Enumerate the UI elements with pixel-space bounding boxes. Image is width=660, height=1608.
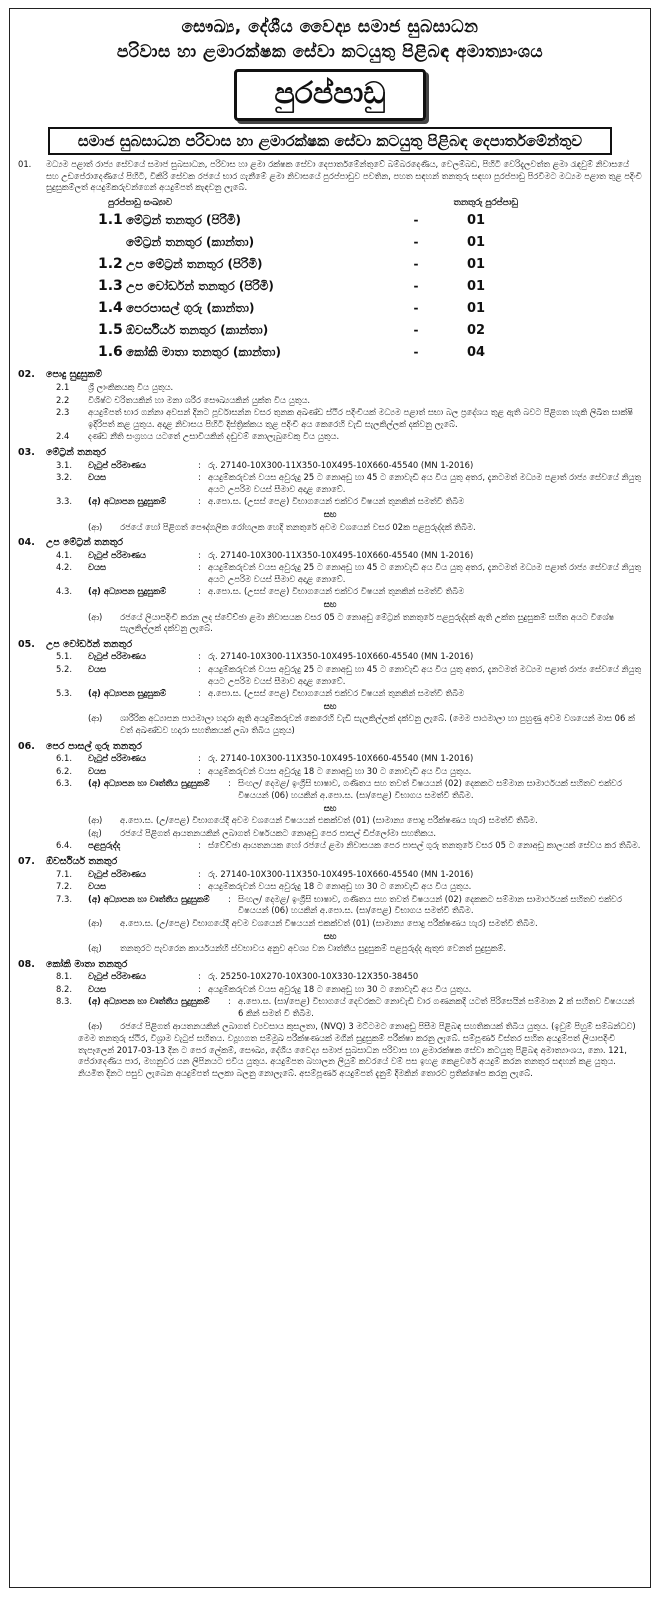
age-value: අයදුම්කරුවන් වයස අවුරුදු 18 ට නොඅඩු හා 30 ට නොවැඩි අය විය යුතුය. xyxy=(208,983,472,994)
and-connector: සහ xyxy=(323,599,337,610)
sub-letter: (ආ) xyxy=(88,917,103,928)
age-value: අයදුම්කරුවන් වයස අවුරුදු 18 ට නොඅඩු හා 30 ට නොවැඩි අය විය යුතුය. xyxy=(208,881,472,892)
vacancy-dash: - xyxy=(413,256,419,271)
sub-letter: (අ) xyxy=(88,496,101,507)
item-text: දණ්ඩ නීති සංග්‍රහය යටතේ උසාවියකින් දඬුවම් නොලැබුවෙකු විය යුතුය. xyxy=(88,431,340,442)
item-number: 8.1. xyxy=(56,971,72,982)
item-number: 2.1 xyxy=(56,381,70,392)
age-value: අයදුම්කරුවන් වයස අවුරුදු 25 ට නොඅඩු හා 45 ට නොවැඩි අය විය යුතු අතර, දැනටමත් මධ්‍යම පළාත් රාජ්‍ය සේවයේ නියුතු අයට උපරිම වයස් සීමාව අදාළ නොවේ. xyxy=(208,562,642,584)
section-title: ඕවර්සියර් තනතුර xyxy=(46,855,118,867)
item-text: ශ්‍රී ලාංකිකයකු විය යුතුය. xyxy=(88,381,174,392)
education-label: අධ්‍යාපන සුදුසුකම් xyxy=(103,496,167,507)
salary-value: රු. 27140-10X300-11X350-10X495-10X660-45540 (MN 1-2016) xyxy=(208,868,474,879)
item-number: 5.3. xyxy=(56,688,72,699)
and-connector: සහ xyxy=(323,508,337,519)
vacancy-num: 1.4 xyxy=(98,299,123,316)
education-value: අ.පො.ස. (සා/පෙළ) විභාගයේ දෙවරකට නොවැඩි වාර ගණනකදී යටත් පිරිසෙයින් සම්මාන 2 ක් සහිතව විෂයයන් 6 කින් සමත් වී තිබීම. xyxy=(238,996,635,1019)
education-label: අධ්‍යාපන හා වෘත්තීය සුදුසුකම් xyxy=(103,893,210,904)
age-label: වයස xyxy=(88,472,107,483)
vacancy-post: උප වෝර්ඩන් තනතුර (පිරිමි) xyxy=(126,278,274,293)
item-number: 8.2. xyxy=(56,983,72,994)
item-number: 3.3. xyxy=(56,496,72,507)
education-value: අ.පො.ස. (උසස් පෙළ) විභාගයෙන් එක්වර විෂයන් තුනකින් සමත්වී තිබීම xyxy=(208,496,465,507)
section-number: 02. xyxy=(18,369,35,381)
section-sub-warden: 05. උප වෝර්ඩන් තනතුර 5.1. වැටුප් පරිමාණය : රු. 27140-10X300-11X350-10X495-10X660-45540 (MN 1-2016) 5.2. වයස : අයදුම්කරුවන් වයස අවුරුදු 25 ට නොඅඩු හා 45 ට නොවැඩි අය විය යුතු අතර, දැනටමත් මධ්‍යම පළාත් රාජ්‍ය සේවයේ නියුතු අයට උපරිම වයස් සීමාව අදාළ නොවේ. 5.3. (අ) අධ්‍යාපන සුදුසුකම් : අ.පො.ස. (උසස් පෙළ) විභාගයෙන් එක්වර විෂයන් තුනකින් සමත්වී තිබීම සහ (ආ) ශාරීරික අධ්‍යාපන පාඨමාලා හදාරා ඇති අයදුම්කරුවන් කෙරෙහි වැඩි සැලකිල්ලක් දක්වනු ලැබේ. (මෙම පාඨමාලා හා පුහුණු අවම වශයෙන් මාස 06 ක් වත් අඛණ්ඩව හදාරා සහතිකයක් ලබා තිබිය යුතුය) xyxy=(18,638,642,735)
item-number: 8.3. xyxy=(56,996,72,1007)
section-title: මේට්‍රන් තනතුර xyxy=(46,446,107,458)
diploma-text: රජයේ පිළිගත් ආයතනයකින් ලබාගත් වර්ෂයකට නොඅඩු පෙර පාසල් ඩිප්ලෝමා සහතිකය. xyxy=(120,827,437,838)
education-label: අධ්‍යාපන හා වෘත්තීය සුදුසුකම් xyxy=(103,996,210,1007)
nvq-text: රජයේ පිළිගත් ආයතනයකින් ලබාගත් ව්‍යවසාය කුසලතා, (NVQ) 3 මට්ටමට නොඅඩු පිසීම පිළිබඳ සහතිකයක් තිබිය යුතුය. (ඉවුම් පිහුම් සම්බන්ධව) xyxy=(120,1020,636,1031)
vacancies-banner: පුරප්පාඩු xyxy=(234,69,426,121)
and-connector: සහ xyxy=(323,930,337,941)
age-label: වයස xyxy=(88,881,107,892)
item-number: 6.1. xyxy=(56,753,72,764)
education-value: සිංහල/ දෙමළ/ ඉංග්‍රීසි භාෂාව, ගණිතය සහ තවත් විෂයයන් (02) දෙකකට සම්මාන සාමාර්ථයක් සහිතව එක්වර විෂයයන් (06) හයකින් අ.පො.ස. (සා/පෙළ) විභාගය සමත්වී තිබීම. xyxy=(238,893,622,916)
education-value: අ.පො.ස. (උසස් පෙළ) විභාගයෙන් එක්වර විෂයන් තුනකින් සමත්වී තිබීම xyxy=(208,586,465,597)
section-title: උප වෝර්ඩන් තනතුර xyxy=(46,638,133,650)
salary-label: වැටුප් පරිමාණය xyxy=(88,549,146,560)
item-text: විශිෂ්ට චරිතයකින් හා මනා ශරීර සෞඛ්‍යයකින් යුක්ත විය යුතුය. xyxy=(88,394,311,405)
vacancy-row xyxy=(98,319,518,341)
salary-label: වැටුප් පරිමාණය xyxy=(88,971,146,982)
vacancy-dash: - xyxy=(413,234,419,249)
sub-letter: (ආ) xyxy=(88,815,103,826)
vacancy-row xyxy=(98,297,518,319)
vacancy-count: 02 xyxy=(466,322,486,338)
salary-label: වැටුප් පරිමාණය xyxy=(88,753,146,764)
vacancy-post: මේට්‍රන් තනතුර (කාන්තා) xyxy=(126,234,255,249)
salary-value: රු. 27140-10X300-11X350-10X495-10X660-45540 (MN 1-2016) xyxy=(208,753,474,764)
section-title: පොදු සුදුසුකම් xyxy=(46,369,102,381)
section-number: 01. xyxy=(18,159,32,169)
item-number: 7.1. xyxy=(56,868,72,879)
vacancy-count: 01 xyxy=(466,256,486,272)
vacancy-row xyxy=(98,275,518,297)
section-cook: 08. කෝකි මාතා තනතුර 8.1. වැටුප් පරිමාණය : රු. 25250-10X270-10X300-10X330-12X350-38450 8.2. වයස : අයදුම්කරුවන් වයස අවුරුදු 18 ට නොඅඩු හා 30 ට නොවැඩි අය විය යුතුය. 8.3. (අ) අධ්‍යාපන හා වෘත්තීය සුදුසුකම් : අ.පො.ස. (සා/පෙළ) විභාගයේ දෙවරකට නොවැඩි වාර ගණනකදී යටත් පිරිසෙයින් සම්මාන 2 ක් සහිතව විෂයයන් 6 කින් සමත් වී තිබීම. (ආ) රජයේ පිළිගත් ආයතනයකින් ලබාගත් ව්‍යවසාය කුසලතා, (NVQ) 3 මට්ටමට නොඅඩු පිසීම පිළිබඳ සහතිකයක් තිබිය යුතුය. (ඉවුම් පිහුම් සම්බන්ධව) මෙම තනතුරු ස්ථිර, විශ්‍රාම වැටුප් සහිතය. ව්‍යූහගත සම්මුඛ පරීක්ෂණයක් මගින් සුදුසුකම් පරීක්ෂා කරනු ලැබේ. සම්පූර්ණ විස්තර සහිත අයදුම්පත් ලියාපදිංචි තැපෑලෙන් 2017-03-13 දින ට පෙර ලේකම්, සෞඛ්‍ය, දේශීය වෛද්‍ය සමාජ සුබසාධන පරිවාස හා ළමාරක්ෂක සේවා කටයුතු පිළිබඳ අමාත්‍යාංශය, නො. 121, පේරාදෙණිය පාර, මහනුවර යන ලිපිනයට එවිය යුතුය. අයදුම්පත බහාලන ලියුම් කවරයේ වම් පස ඉහළ කෙළවරේ අයදුම් කරන තනතුර සඳහන් කළ යුතුය. නියමිත දිනට පසුව ලැබෙන අයදුම්පත් සලකා බලනු නොලැබේ. අසම්පූර්ණ අයදුම්පත් දැනුම් දීමකින් තොරව ප්‍රතික්ෂේප කරනු ලැබේ. xyxy=(18,959,642,1080)
section-intro xyxy=(18,159,642,363)
vacancy-row xyxy=(98,209,518,231)
department-name-box: සමාජ සුබසාධන පරිවාස හා ළමාරක්ෂක සේවා කටයුතු පිළිබඳ දෙපාර්තමේන්තුව xyxy=(48,127,612,155)
item-number: 6.3. xyxy=(56,778,72,789)
vacancy-dash: - xyxy=(413,344,419,359)
age-value: අයදුම්කරුවන් වයස අවුරුදු 25 ට නොඅඩු හා 45 ට නොවැඩි අය විය යුතු අතර, දැනටමත් මධ්‍යම පළාත් රාජ්‍ය සේවයේ නියුතු අයට උපරිම වයස් සීමාව අදාළ නොවේ. xyxy=(208,472,642,494)
and-connector: සහ xyxy=(323,802,337,813)
age-label: වයස xyxy=(88,664,107,675)
sub-letter: (ඇ) xyxy=(88,943,102,954)
vacancy-post: උප මේට්‍රන් තනතුර (පිරිමි) xyxy=(126,256,263,271)
vacancy-count: 01 xyxy=(466,278,486,294)
vacancy-num: 1.3 xyxy=(98,277,123,294)
vacancy-row xyxy=(98,253,518,275)
sub-letter: (අ) xyxy=(88,996,101,1007)
section-number: 04. xyxy=(18,537,35,549)
sub-letter: (ආ) xyxy=(88,521,103,532)
item-number: 4.3. xyxy=(56,586,72,597)
experience-text: රජයේ හෝ පිළිගත් පෞද්ගලික රෝහලක හෙදි තනතුරේ අවම වශයෙන් වසර 02ක පළපුරුද්දක් තිබීම. xyxy=(120,521,476,532)
closing-paragraph: මෙම තනතුරු ස්ථිර, විශ්‍රාම වැටුප් සහිතය. ව්‍යූහගත සම්මුඛ පරීක්ෂණයක් මගින් සුදුසුකම් පරීක්ෂා කරනු ලැබේ. සම්පූර්ණ විස්තර සහිත අයදුම්පත් ලියාපදිංචි තැපෑලෙන් 2017-03-13 දින ට පෙර ලේකම්, සෞඛ්‍ය, දේශීය වෛද්‍ය සමාජ සුබසාධන පරිවාස හා ළමාරක්ෂක සේවා කටයුතු පිළිබඳ අමාත්‍යාංශය, නො. 121, පේරාදෙණිය පාර, මහනුවර යන ලිපිනයට එවිය යුතුය. අයදුම්පත බහාලන ලියුම් කවරයේ වම් පස ඉහළ කෙළවරේ අයදුම් කරන තනතුර සඳහන් කළ යුතුය. නියමිත දිනට පසුව ලැබෙන අයදුම්පත් සලකා බලනු නොලැබේ. අසම්පූර්ණ අයදුම්පත් දැනුම් දීමකින් තොරව ප්‍රතික්ෂේප කරනු ලැබේ. xyxy=(78,1033,627,1079)
sub-letter: (අ) xyxy=(88,778,101,789)
education-extra-text: අ.පො.ස. (උ/පෙළ) විභාගයේදී අවම වශයෙන් විෂයයන් එකක්වත් (01) (සාමාන්‍ය පොදු පරීක්ෂණය හැර) සමත්වී තිබීම. xyxy=(120,917,538,928)
ministry-name-line2: පරිවාස හා ළමාරක්ෂක සේවා කටයුතු පිළිබඳ අමාත්‍යාංශය xyxy=(116,42,544,62)
education-label: අධ්‍යාපන හා වෘත්තීය සුදුසුකම් xyxy=(103,778,210,789)
salary-label: වැටුප් පරිමාණය xyxy=(88,459,146,470)
vacancy-col-header: පුරප්පාඩු සංඛ්‍යාව xyxy=(108,197,173,208)
salary-label: වැටුප් පරිමාණය xyxy=(88,868,146,879)
item-number: 3.1. xyxy=(56,459,72,470)
item-number: 6.2. xyxy=(56,765,72,776)
vacancy-count: 01 xyxy=(466,300,486,316)
item-text: අයදුම්පත් භාර ගන්නා අවසන් දිනට පූර්වාසන්න වසර තුනක අඛණ්ඩ ස්ථිර පදිංචියක් මධ්‍යම පළාත් සභා බල ප්‍රදේශය තුළ ඇති බවට පිළිගත හැකි ලිඛිත සාක්ෂි ඉදිරිපත් කළ යුතුය. අදාළ නිවාසය පිහිටි දිස්ත්‍රික්කය තුළ පදිංචි අය කෙරෙහි වැඩි සැලකිල්ලක් දක්වනු ලැබේ. xyxy=(88,407,633,429)
vacancy-count: 01 xyxy=(466,212,486,228)
vacancy-count: 04 xyxy=(466,344,486,360)
experience-text: රජයේ ලියාපදිංචි කරන ලද ස්වේච්ඡා ළමා නිවාසයක වසර 05 ට නොඅඩු මේට්‍රන් තනතුරේ පළපුරුද්දක් ඇති උක්ත සුදුසුකම් සහිත අයට විශේෂ සැලකිල්ලක් දක්වනු ලැබේ. xyxy=(120,611,615,634)
section-matron: 03. මේට්‍රන් තනතුර 3.1. වැටුප් පරිමාණය : රු. 27140-10X300-11X350-10X495-10X660-45540 (MN 1-2016) 3.2. වයස : අයදුම්කරුවන් වයස අවුරුදු 25 ට නොඅඩු හා 45 ට නොවැඩි අය විය යුතු අතර, දැනටමත් මධ්‍යම පළාත් රාජ්‍ය සේවයේ නියුතු අයට උපරිම වයස් සීමාව අදාළ නොවේ. 3.3. (අ) අධ්‍යාපන සුදුසුකම් : අ.පො.ස. (උසස් පෙළ) විභාගයෙන් එක්වර විෂයන් තුනකින් සමත්වී තිබීම සහ (ආ) රජයේ හෝ පිළිගත් පෞද්ගලික රෝහලක හෙදි තනතුරේ අවම වශයෙන් වසර 02ක පළපුරුද්දක් තිබීම. xyxy=(18,446,642,532)
vacancy-dash: - xyxy=(413,300,419,315)
vacancy-row xyxy=(98,231,518,253)
sub-letter: (ඇ) xyxy=(88,827,102,838)
education-value: සිංහල/ දෙමළ/ ඉංග්‍රීසි භාෂාව, ගණිතය සහ තවත් විෂයයන් (02) දෙකකට සම්මාන සාමාර්ථයක් සහිතව එක්වර විෂයයන් (06) හයකින් අ.පො.ස. (සා/පෙළ) විභාගය සමත්වී තිබීම. xyxy=(238,778,622,800)
section-number: 07. xyxy=(18,855,35,867)
education-label: අධ්‍යාපන සුදුසුකම් xyxy=(103,586,167,597)
sub-letter: (ආ) xyxy=(88,611,103,622)
age-label: වයස xyxy=(88,562,107,573)
vacancy-dash: - xyxy=(413,278,419,293)
vacancy-table xyxy=(98,198,518,364)
experience-label: පළපුරුද්ද xyxy=(88,840,121,851)
salary-value: රු. 27140-10X300-11X350-10X495-10X660-45540 (MN 1-2016) xyxy=(208,651,474,662)
item-number: 5.1. xyxy=(56,651,72,662)
item-number: 4.2. xyxy=(56,562,72,573)
item-number: 5.2. xyxy=(56,664,72,675)
item-number: 2.3 xyxy=(56,407,70,418)
item-number: 4.1. xyxy=(56,549,72,560)
item-number: 7.3. xyxy=(56,893,72,904)
item-number: 3.2. xyxy=(56,472,72,483)
vacancy-num: 1.6 xyxy=(98,343,123,360)
item-number: 6.4. xyxy=(56,840,72,851)
ministry-name-line1: සෞඛ්‍ය, දේශීය වෛද්‍ය සමාජ සුබසාධන xyxy=(181,17,479,37)
sub-letter: (අ) xyxy=(88,586,101,597)
vacancy-count: 01 xyxy=(466,234,486,250)
section-number: 03. xyxy=(18,446,35,458)
section-preschool-teacher: 06. පෙර පාසල් ගුරු තනතුර 6.1. වැටුප් පරිමාණය : රු. 27140-10X300-11X350-10X495-10X660-45540 (MN 1-2016) 6.2. වයස : අයදුම්කරුවන් වයස අවුරුදු 18 ට නොඅඩු හා 30 ට නොවැඩි අය විය යුතුය. 6.3. (අ) අධ්‍යාපන හා වෘත්තීය සුදුසුකම් : සිංහල/ දෙමළ/ ඉංග්‍රීසි භාෂාව, ගණිතය සහ තවත් විෂයයන් (02) දෙකකට සම්මාන සාමාර්ථයක් සහිතව එක්වර විෂයයන් (06) හයකින් අ.පො.ස. (සා/පෙළ) විභාගය සමත්වී තිබීම. සහ (ආ) අ.පො.ස. (උ/පෙළ) විභාගයේදී අවම වශයෙන් විෂයයන් එකක්වත් (01) (සාමාන්‍ය පොදු පරීක්ෂණය හැර) සමත්වී තිබීම. (ඇ) රජයේ පිළිගත් ආයතනයකින් ලබාගත් වර්ෂයකට නොඅඩු පෙර පාසල් ඩිප්ලෝමා සහතිකය. 6.4. පළපුරුද්ද : ස්වේච්ඡා ආයතනයක හෝ රජයේ ළමා නිවාසයක පෙර පාසල් ගුරු තනතුරේ වසර 05 ට නොඅඩු කාලයක් සේවය කර තිබීම. xyxy=(18,740,641,851)
sub-letter: (ආ) xyxy=(88,1020,103,1031)
sub-letter: (අ) xyxy=(88,893,101,904)
vacancy-post: මේට්‍රන් තනතුර (පිරිමි) xyxy=(126,212,241,227)
sub-letter: (අ) xyxy=(88,688,101,699)
education-extra-text: අ.පො.ස. (උ/පෙළ) විභාගයේදී අවම වශයෙන් විෂයයන් එකක්වත් (01) (සාමාන්‍ය පොදු පරීක්ෂණය හැර) සමත්වී තිබීම. xyxy=(120,815,538,826)
salary-value: රු. 27140-10X300-11X350-10X495-10X660-45540 (MN 1-2016) xyxy=(208,459,474,470)
section-title: කෝකි මාතා තනතුර xyxy=(46,958,128,970)
salary-value: රු. 27140-10X300-11X350-10X495-10X660-45540 (MN 1-2016) xyxy=(208,549,474,560)
vacancy-dash: - xyxy=(413,322,419,337)
vocational-text: තනතුරට පැවරෙන කාර්යයන්හි ස්වභාවය අනුව අවශ්‍ය වන වෘත්තීය සුදුසුකම් පළපුරුද්ද ඇතුළු වෙනත් සුදුසුකම්. xyxy=(120,943,507,954)
sub-letter: (ආ) xyxy=(88,713,103,724)
salary-value: රු. 25250-10X270-10X300-10X330-12X350-38450 xyxy=(208,971,419,982)
item-number: 7.2. xyxy=(56,881,72,892)
count-col-header: තනතුරු පුරප්පාඩු xyxy=(453,197,518,208)
section-title: උප මේට්‍රන් තනතුර xyxy=(46,537,124,549)
item-number: 2.2 xyxy=(56,394,70,405)
vacancy-post: පෙරපාසල් ගුරු (කාන්තා) xyxy=(126,300,255,315)
intro-paragraph: මධ්‍යම පළාත් රාජ්‍ය සේවයේ සමාජ සුබසාධන, පරිවාස හා ළමා රක්ෂක සේවා දෙපාර්තමේන්තුවේ බම්බරදෙණිය, වෙලම්බඩ, පිහිටි වෙරිදැලවත්ත ළමා රැඳවුම් නිවාසයේ සහ උඩපේරාදෙණියේ පිහිටි, විකිරි සේවක රජයේ භාර ගැනීමේ ළමා නිවාසයේ පුරප්පාඩුව පවතින, පහත සඳහන් තනතුරු සඳහා පුරප්පාඩු පිරවීමට මධ්‍යම පළාත තුළ පදිංචි සුදුසුකම්ලත් අයදුම්කරුවන්ගෙන් අයදුම්පත් කැඳවනු ලැබේ. xyxy=(46,159,642,193)
vacancy-post: ඕවර්සියර් තනතුර (කාන්තා) xyxy=(126,322,269,337)
age-label: වයස xyxy=(88,765,107,776)
education-label: අධ්‍යාපන සුදුසුකම් xyxy=(103,688,167,699)
age-value: අයදුම්කරුවන් වයස අවුරුදු 25 ට නොඅඩු හා 45 ට නොවැඩි අය විය යුතු අතර, දැනටමත් මධ්‍යම පළාත් රාජ්‍ය සේවයේ නියුතු අයට උපරිම වයස් සීමාව අදාළ නොවේ. xyxy=(208,664,642,686)
experience-text: ශාරීරික අධ්‍යාපන පාඨමාලා හදාරා ඇති අයදුම්කරුවන් කෙරෙහි වැඩි සැලකිල්ලක් දක්වනු ලැබේ. (මෙම පාඨමාලා හා පුහුණු අවම වශයෙන් මාස 06 ක් වත් අඛණ්ඩව හදාරා සහතිකයක් ලබා තිබිය යුතුය) xyxy=(120,713,635,735)
vacancy-row xyxy=(98,341,518,363)
vacancy-num: 1.1 xyxy=(98,211,123,228)
section-title: පෙර පාසල් ගුරු තනතුර xyxy=(46,740,142,752)
age-label: වයස xyxy=(88,983,107,994)
and-connector: සහ xyxy=(323,700,337,711)
education-value: අ.පො.ස. (උසස් පෙළ) විභාගයෙන් එක්වර විෂයන් තුනකින් සමත්වී තිබීම xyxy=(208,688,465,699)
vacancy-post: කෝකි මාතා තනතුර (කාන්තා) xyxy=(126,344,281,359)
section-number: 05. xyxy=(18,638,35,650)
vacancy-dash: - xyxy=(413,212,419,227)
vacancy-num: 1.2 xyxy=(98,255,123,272)
vacancy-num: 1.5 xyxy=(98,321,123,338)
section-overseer: 07. ඕවර්සියර් තනතුර 7.1. වැටුප් පරිමාණය : රු. 27140-10X300-11X350-10X495-10X660-45540 (MN 1-2016) 7.2. වයස : අයදුම්කරුවන් වයස අවුරුදු 18 ට නොඅඩු හා 30 ට නොවැඩි අය විය යුතුය. 7.3. (අ) අධ්‍යාපන හා වෘත්තීය සුදුසුකම් : සිංහල/ දෙමළ/ ඉංග්‍රීසි භාෂාව, ගණිතය සහ තවත් විෂයයන් (02) දෙකකට සම්මාන සාමාර්ථයක් සහිතව එක්වර විෂයයන් (06) හයකින් අ.පො.ස. (සා/පෙළ) විභාගය සමත්වී තිබීම. (ආ) අ.පො.ස. (උ/පෙළ) විභාගයේදී අවම වශයෙන් විෂයයන් එකක්වත් (01) (සාමාන්‍ය පොදු පරීක්ෂණය හැර) සමත්වී තිබීම. සහ (ඇ) තනතුරට පැවරෙන කාර්යයන්හි ස්වභාවය අනුව අවශ්‍ය වන වෘත්තීය සුදුසුකම් පළපුරුද්ද ඇතුළු වෙනත් සුදුසුකම්. xyxy=(18,856,642,955)
section-number: 08. xyxy=(18,958,35,970)
experience-value: ස්වේච්ඡා ආයතනයක හෝ රජයේ ළමා නිවාසයක පෙර පාසල් ගුරු තනතුරේ වසර 05 ට නොඅඩු කාලයක් සේවය කර තිබීම. xyxy=(208,840,641,851)
item-number: 2.4 xyxy=(56,431,70,442)
section-number: 06. xyxy=(18,740,35,752)
salary-label: වැටුප් පරිමාණය xyxy=(88,651,146,662)
age-value: අයදුම්කරුවන් වයස අවුරුදු 18 ට නොඅඩු හා 30 ට නොවැඩි අය විය යුතුය. xyxy=(208,765,472,776)
section-sub-matron: 04. උප මේට්‍රන් තනතුර 4.1. වැටුප් පරිමාණය : රු. 27140-10X300-11X350-10X495-10X660-45540 (MN 1-2016) 4.2. වයස : අයදුම්කරුවන් වයස අවුරුදු 25 ට නොඅඩු හා 45 ට නොවැඩි අය විය යුතු අතර, දැනටමත් මධ්‍යම පළාත් රාජ්‍ය සේවයේ නියුතු අයට උපරිම වයස් සීමාව අදාළ නොවේ. 4.3. (අ) අධ්‍යාපන සුදුසුකම් : අ.පො.ස. (උසස් පෙළ) විභාගයෙන් එක්වර විෂයන් තුනකින් සමත්වී තිබීම සහ (ආ) රජයේ ලියාපදිංචි කරන ලද ස්වේච්ඡා ළමා නිවාසයක වසර 05 ට නොඅඩු මේට්‍රන් තනතුරේ පළපුරුද්දක් ඇති උක්ත සුදුසුකම් සහිත අයට විශේෂ සැලකිල්ලක් දක්වනු ලැබේ. xyxy=(18,537,642,634)
section-general-qualifications xyxy=(18,369,642,443)
vacancy-notice-page xyxy=(9,8,651,1588)
